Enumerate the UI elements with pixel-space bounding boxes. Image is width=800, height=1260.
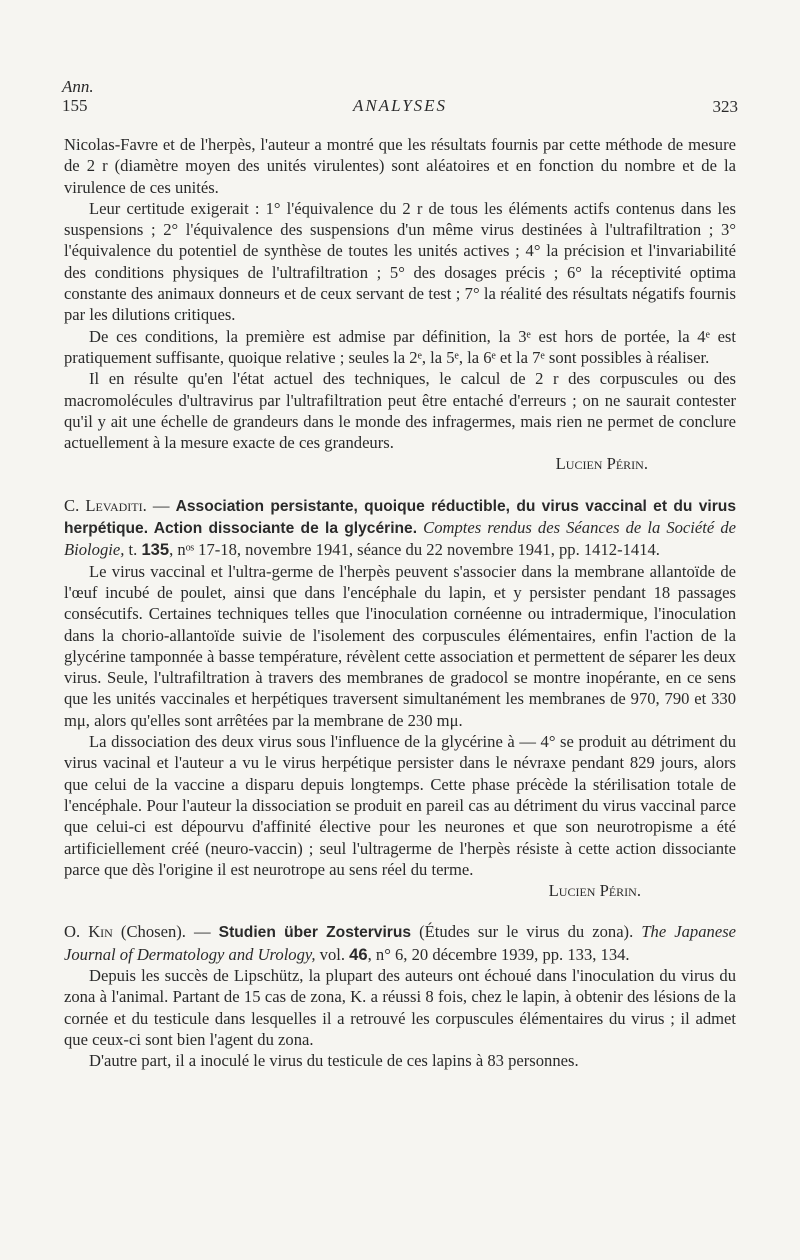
entry-ref: , nᵒˢ 17-18, novembre 1941, séance du 22 novembre 1941, pp. 1412-1414. [169, 540, 660, 560]
body-paragraph: Depuis les succès de Lipschütz, la plupart des auteurs ont échoué dans l'inoculation du virus du zona à l'animal. Partant de 15 cas de zona, K. a réussi 8 fois, chez le lapin, à obtenir des lésions de la cornée et du testicule dans lesquelles il a retrouvé les corpuscules élémentaires du virus ; il admet que ceux-ci sont bien l'agent du zona. [64, 965, 736, 1049]
entry-title-translation: (Études sur le virus du zona). [411, 922, 642, 942]
entry-journal: Comptes rendus des Séances de la Société de Biologie, [64, 518, 736, 560]
running-header-section: ANALYSES [352, 96, 448, 115]
reviewer-signature: Lucien Périn. [548, 881, 641, 901]
body-paragraph: De ces conditions, la première est admise par définition, la 3ᵉ est hors de portée, la 4ᵉ est pratiquement suffisante, quoique relative ; seules la 2ᵉ, la 5ᵉ, la 6ᵉ et la 7ᵉ sont possibles à réaliser. [64, 326, 736, 367]
entry-dash: — [185, 922, 219, 942]
review-entry [64, 921, 736, 1071]
entry-ref-prefix: vol. [315, 944, 350, 964]
entry-ref-prefix: t. [124, 540, 142, 560]
entry-author: C. Levaditi. [64, 495, 147, 515]
body-paragraph: Le virus vaccinal et l'ultra-germe de l'herpès peuvent s'associer dans la membrane allantoïde de l'œuf incubé de poulet, ainsi que dans l'encéphale du lapin, et y persister pendant 18 passages consécutifs. Certaines techniques telles que l'inoculation cornéenne ou intradermique, l'inoculation dans la chorio-allantoïde suivie de l'isolement des corpuscules élémentaires, enfin l'action de la glycérine tamponnée à basse température, révèlent cette association et permettent de séparer les deux virus. Seule, l'ultrafiltration à travers des membranes de gradocol se montre inopérante, en ce sens que les unités vaccinales et herpétiques traversent simultanément les membranes de 970, 790 et 330 mμ, alors qu'elles sont arrêtées par la membrane de 230 mμ. [64, 561, 736, 730]
entry-journal: The Japanese Journal of Dermatology and Urology, [64, 922, 737, 964]
page-number: 323 [712, 97, 738, 116]
body-paragraph: Nicolas-Favre et de l'herpès, l'auteur a montré que les résultats fournis par cette méthode de mesure de 2 r (diamètre moyen des unités virulentes) sont aléatoires et en fonction du nombre et de la virulence de ces unités. [64, 135, 736, 197]
entry-ref: , n° 6, 20 décembre 1939, pp. 133, 134. [367, 944, 630, 964]
running-header-journal: Ann. [62, 77, 94, 96]
entry-title: Association persistante, quoique réductible, du virus vaccinal et du virus herpétique. Action dissociante de la glycérine. [64, 497, 736, 538]
review-entry [64, 495, 736, 902]
body-paragraph: D'autre part, il a inoculé le virus du testicule de ces lapins à 83 personnes. [89, 1051, 579, 1071]
entry-volume: 46 [349, 944, 368, 964]
entry-heading [64, 921, 736, 965]
entry-author: O. Kin [64, 922, 113, 942]
running-header-volume: 155 [62, 96, 88, 115]
body-paragraph: Leur certitude exigerait : 1° l'équivalence du 2 r de tous les éléments actifs contenus dans les suspensions ; 2° l'équivalence des suspensions d'un même virus destinées à l'ultrafiltration ; 3° l'équivalence du potentiel de synthèse de toutes les unités actives ; 4° la précision et l'invariabilité des conditions physiques de l'ultrafiltration ; 5° des dosages précis ; 6° la réceptivité optima constante des animaux donneurs et de ceux servant de test ; 7° la réalité des résultats négatifs fournis par les dilutions critiques. [64, 198, 736, 325]
reviewer-signature: Lucien Périn. [555, 454, 648, 474]
entry-volume: 135 [141, 540, 170, 560]
body-paragraph: La dissociation des deux virus sous l'influence de la glycérine à — 4° se produit au détriment du virus vacinal et l'auteur a vu le virus herpétique persister dans le névraxe pendant 829 jours, alors que celui de la vaccine a disparu depuis longtemps. Cette phase précède la stérilisation totale de l'encéphale. Pour l'auteur la dissociation se produit en pareil cas au détriment du virus vaccinal parce que celui-ci est dépourvu d'affinité élective pour les neurones et que son neurotropisme a été artificiellement créé (neuro-vaccin) ; seul l'ultragerme de l'herpès résiste à cette action dissociante parce que dès l'origine il est neurotrope au sens réel du terme. [64, 732, 736, 879]
page-body [64, 134, 736, 1071]
entry-dash: — [146, 495, 176, 515]
entry-title: Studien über Zostervirus [218, 924, 412, 942]
body-paragraph: Il en résulte qu'en l'état actuel des techniques, le calcul de 2 r des corpuscules ou des macromolécules d'ultravirus par l'ultrafiltration peut être entaché d'erreurs ; on ne saurait contester qu'il y ait une échelle de grandeurs dans le monde des infragermes, mais rien ne permet de conclure actuellement à la mesure exacte de ces grandeurs. [64, 369, 736, 453]
entry-heading [64, 495, 736, 561]
entry-author-note: (Chosen). [112, 922, 186, 942]
